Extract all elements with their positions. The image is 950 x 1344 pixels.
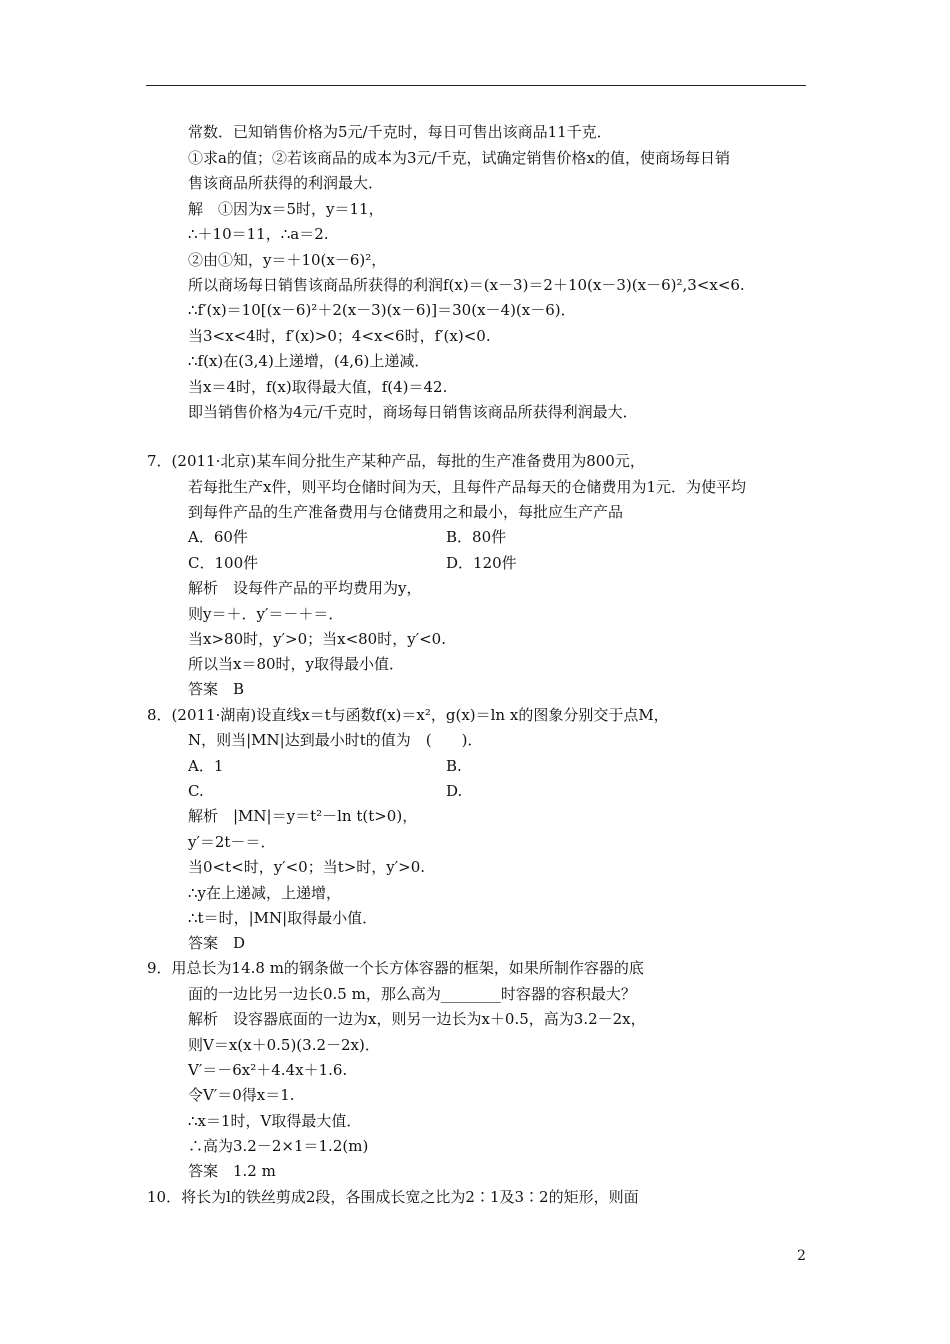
option-a: A．60件 (188, 528, 248, 546)
text-line: 令V′＝0得x＝1. (188, 1086, 295, 1104)
text-line: 所以商场每日销售该商品所获得的利润f(x)＝(x－3)＝2＋10(x－3)(x－6)²,3<x<6. (188, 276, 745, 294)
text-line: 当x>80时，y′>0；当x<80时，y′<0. (188, 630, 446, 648)
text-line: 解析 设每件产品的平均费用为y， (188, 579, 422, 597)
option-a: A．1 (188, 757, 224, 775)
text-line: V′＝－6x²＋4.4x＋1.6. (188, 1061, 348, 1079)
text-line: 当3<x<4时，f′(x)>0；4<x<6时，f′(x)<0. (188, 327, 491, 345)
text-line: 到每件产品的生产准备费用与仓储费用之和最小，每批应生产产品 (188, 503, 624, 521)
text-line: ∴x＝1时，V取得最大值． (188, 1112, 362, 1130)
text-line: 则y＝＋．y′＝－＋＝． (188, 605, 344, 623)
text-line: ②由①知，y＝＋10(x－6)²， (188, 251, 387, 269)
text-line: 解 ①因为x＝5时，y＝11， (188, 200, 384, 218)
text-line: 所以当x＝80时，y取得最小值． (188, 655, 405, 673)
text-line: 则V＝x(x＋0.5)(3.2－2x)． (188, 1036, 380, 1054)
text-line: ∴f(x)在(3,4)上递增，(4,6)上递减． (188, 352, 430, 370)
answer-line: 答案 D (188, 934, 246, 952)
text-line: 解析 |MN|＝y＝t²－ln t(t>0)， (188, 807, 418, 825)
text-line: ∴高为3.2－2×1＝1.2(m) (188, 1137, 369, 1155)
text-line: ∴f′(x)＝10[(x－6)²＋2(x－3)(x－6)]＝30(x－4)(x－6)． (188, 301, 576, 319)
text-line: ∴y在上递减，上递增， (188, 884, 342, 902)
text-line: 当x＝4时，f(x)取得最大值，f(4)＝42. (188, 378, 448, 396)
text-line: ∴t＝时，|MN|取得最小值． (188, 909, 378, 927)
option-b: B. (446, 757, 462, 775)
page-number: 2 (797, 1248, 806, 1264)
question-8: 8．(2011·湖南)设直线x＝t与函数f(x)＝x²，g(x)＝ln x的图象分别交于点M， (147, 706, 669, 724)
question-9: 9．用总长为14.8 m的钢条做一个长方体容器的框架，如果所制作容器的底 (147, 959, 644, 977)
answer-line: 答案 1.2 m (188, 1162, 276, 1180)
option-d: D. (446, 782, 463, 800)
question-7: 7．(2011·北京)某车间分批生产某种产品，每批的生产准备费用为800元， (147, 452, 645, 470)
header-rule (146, 85, 806, 86)
text-line: 售该商品所获得的利润最大． (188, 174, 384, 192)
option-c: C．100件 (188, 554, 259, 572)
answer-line: 答案 B (188, 680, 245, 698)
text-line: N，则当|MN|达到最小时t的值为 ( )． (188, 731, 483, 749)
text-line: ∴＋10＝11，∴a＝2. (188, 225, 329, 243)
text-line: 常数．已知销售价格为5元/千克时，每日可售出该商品11千克． (188, 123, 612, 141)
question-10: 10．将长为l的铁丝剪成2段，各围成长宽之比为2∶1及3∶2的矩形，则面 (147, 1188, 639, 1206)
option-d: D．120件 (446, 554, 517, 572)
text-line: 若每批生产x件，则平均仓储时间为天，且每件产品每天的仓储费用为1元．为使平均 (188, 478, 747, 496)
text-line: 面的一边比另一边长0.5 m，那么高为________时容器的容积最大？ (188, 985, 636, 1003)
text-line: ①求a的值；②若该商品的成本为3元/千克，试确定销售价格x的值，使商场每日销 (188, 149, 731, 167)
text-line: 解析 设容器底面的一边为x，则另一边长为x＋0.5，高为3.2－2x， (188, 1010, 646, 1028)
text-line: 即当销售价格为4元/千克时，商场每日销售该商品所获得利润最大． (188, 403, 638, 421)
text-line: 当0<t<时，y′<0；当t>时，y′>0. (188, 858, 426, 876)
option-b: B．80件 (446, 528, 507, 546)
text-line: y′＝2t－＝． (188, 833, 276, 851)
option-c: C. (188, 782, 204, 800)
